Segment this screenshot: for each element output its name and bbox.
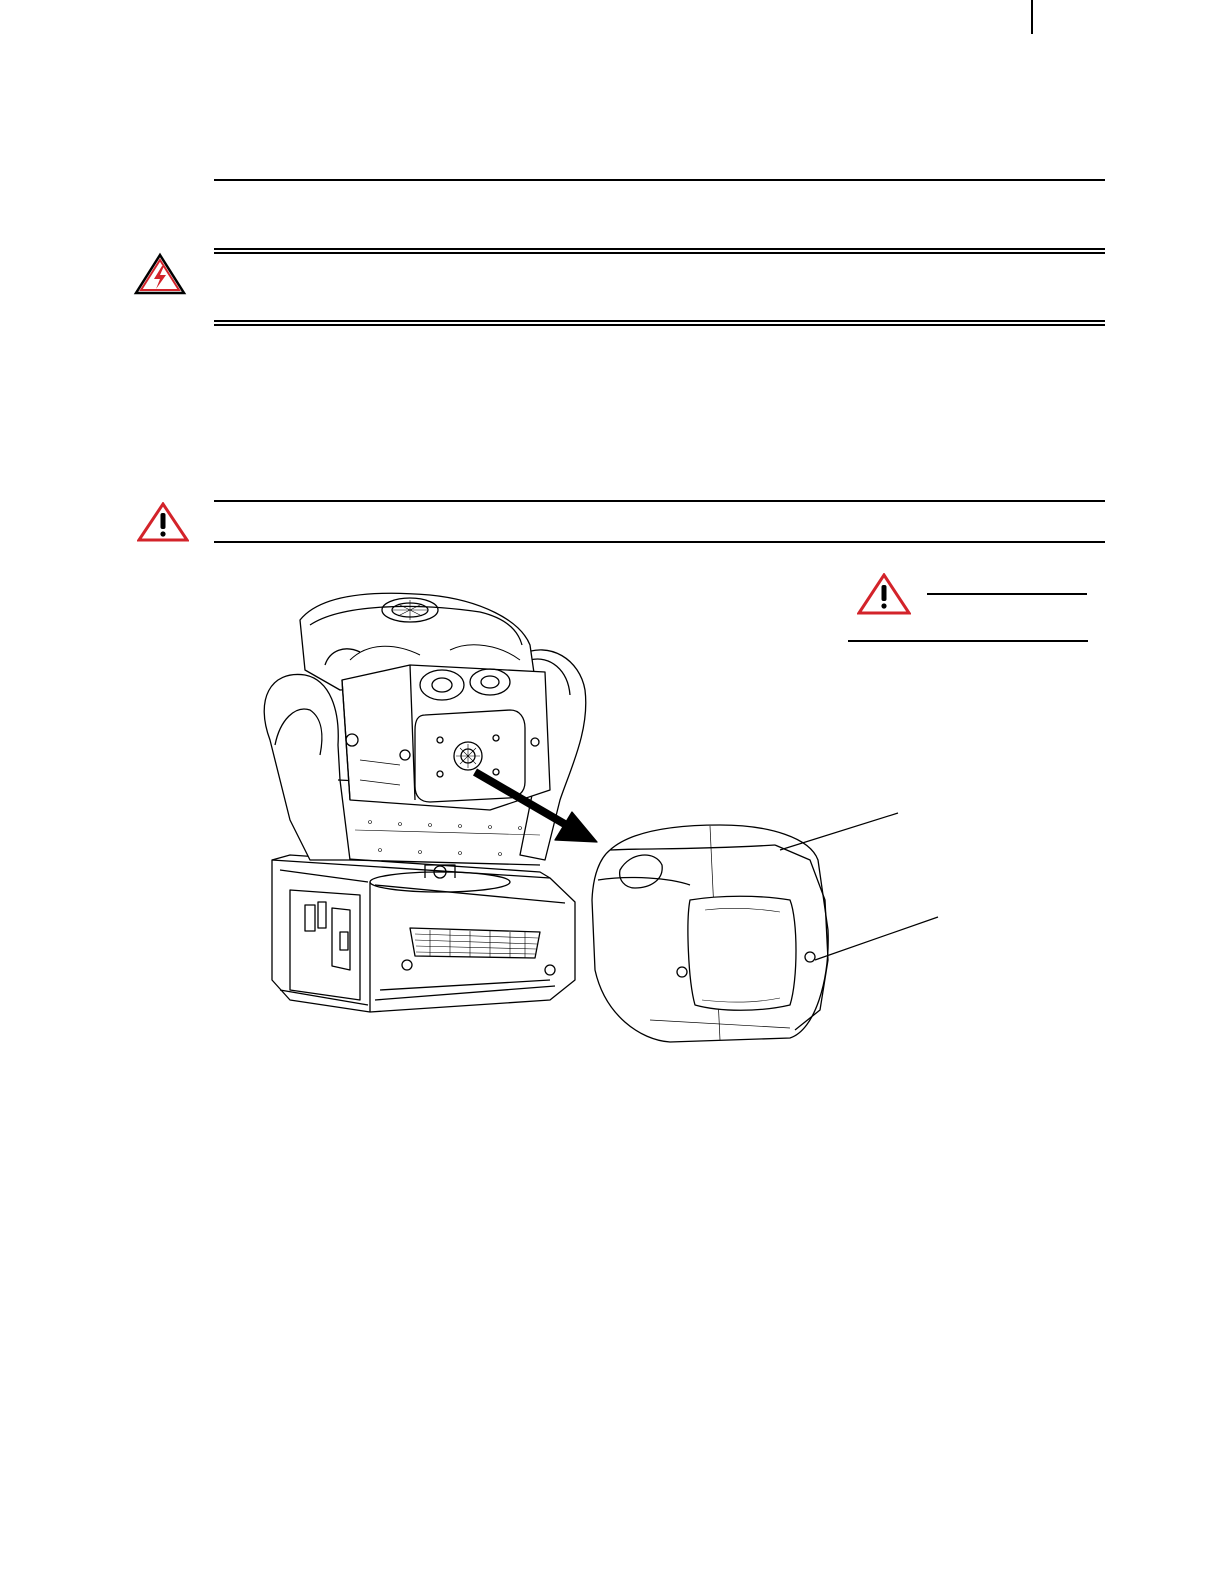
warning-exclamation-icon <box>137 502 189 542</box>
fixture-illustration <box>250 560 1130 1060</box>
removed-head-cover <box>592 825 828 1042</box>
caution-top-rule <box>214 500 1105 502</box>
electrical-hazard-icon <box>133 252 187 296</box>
caution-bottom-rule <box>214 541 1105 543</box>
warning-bottom-rule <box>214 320 1105 326</box>
section-header-rule <box>214 179 1105 181</box>
page-corner-mark <box>1031 0 1033 34</box>
warning-top-rule <box>214 248 1105 254</box>
fixture-base <box>272 855 575 1012</box>
